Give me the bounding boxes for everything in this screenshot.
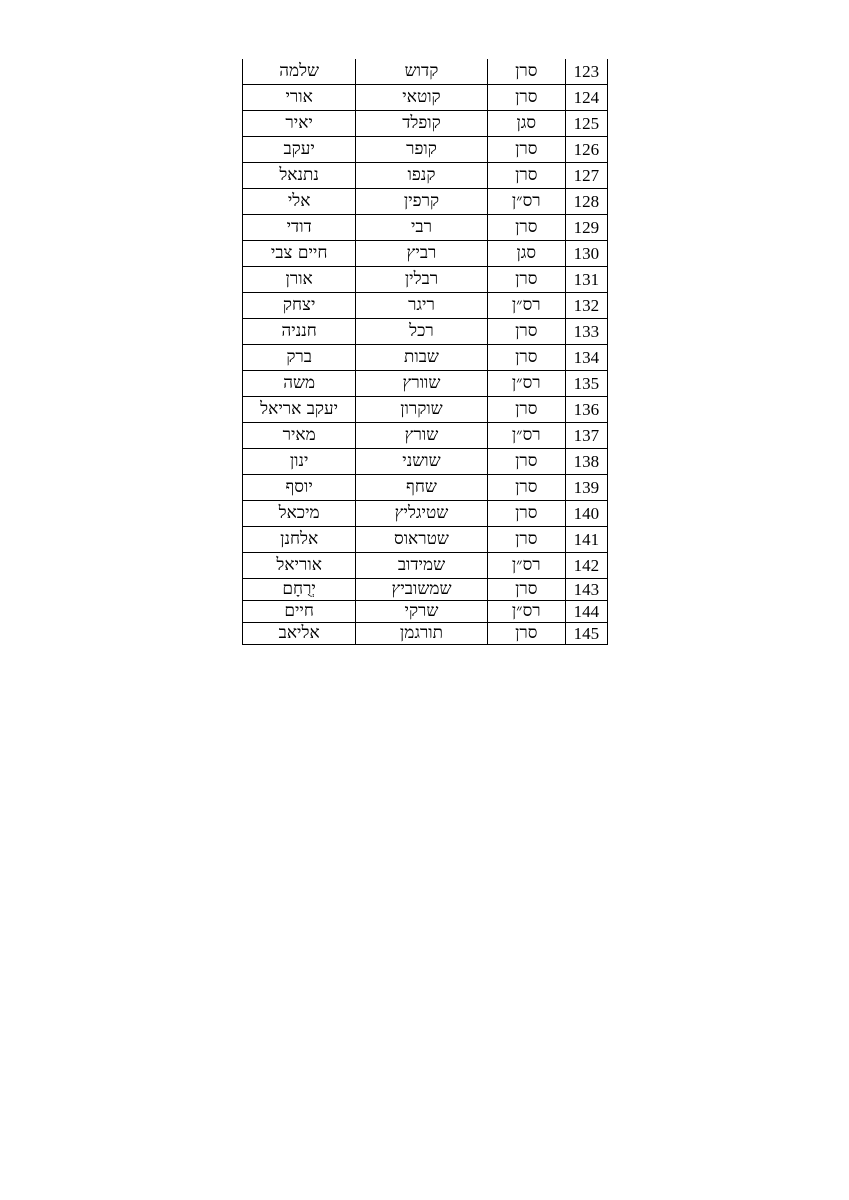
first-name-cell: ברק bbox=[243, 345, 356, 371]
rank-cell: סגן bbox=[487, 111, 565, 137]
table-row bbox=[243, 319, 608, 345]
roster-table bbox=[242, 59, 608, 645]
rank-cell: רס״ן bbox=[487, 189, 565, 215]
number-cell: 138 bbox=[565, 449, 607, 475]
rank-cell: רס״ן bbox=[487, 553, 565, 579]
table-row bbox=[243, 59, 608, 85]
number-cell: 137 bbox=[565, 423, 607, 449]
number-cell: 128 bbox=[565, 189, 607, 215]
last-name-cell: רבי bbox=[356, 215, 487, 241]
last-name-cell: שמשוביץ bbox=[356, 579, 487, 601]
first-name-cell: אורן bbox=[243, 267, 356, 293]
table-row bbox=[243, 137, 608, 163]
table-row bbox=[243, 345, 608, 371]
last-name-cell: שחף bbox=[356, 475, 487, 501]
rank-cell: סרן bbox=[487, 397, 565, 423]
first-name-cell: יוסף bbox=[243, 475, 356, 501]
number-cell: 133 bbox=[565, 319, 607, 345]
rank-cell: סרן bbox=[487, 579, 565, 601]
number-cell: 126 bbox=[565, 137, 607, 163]
first-name-cell: יעקב אריאל bbox=[243, 397, 356, 423]
first-name-cell: חיים bbox=[243, 601, 356, 623]
rank-cell: סרן bbox=[487, 501, 565, 527]
first-name-cell: אורי bbox=[243, 85, 356, 111]
rank-cell: סרן bbox=[487, 527, 565, 553]
last-name-cell: שוקרון bbox=[356, 397, 487, 423]
table-row bbox=[243, 623, 608, 645]
rank-cell: סרן bbox=[487, 137, 565, 163]
rank-cell: סרן bbox=[487, 345, 565, 371]
rank-cell: סרן bbox=[487, 449, 565, 475]
first-name-cell: חיים צבי bbox=[243, 241, 356, 267]
table-row bbox=[243, 241, 608, 267]
table-row bbox=[243, 475, 608, 501]
table-row bbox=[243, 579, 608, 601]
rank-cell: סגן bbox=[487, 241, 565, 267]
rank-cell: סרן bbox=[487, 475, 565, 501]
rank-cell: רס״ן bbox=[487, 293, 565, 319]
number-cell: 123 bbox=[565, 59, 607, 85]
number-cell: 139 bbox=[565, 475, 607, 501]
first-name-cell: אלחנן bbox=[243, 527, 356, 553]
number-cell: 127 bbox=[565, 163, 607, 189]
last-name-cell: שטיגליץ bbox=[356, 501, 487, 527]
rank-cell: רס״ן bbox=[487, 423, 565, 449]
first-name-cell: אליאב bbox=[243, 623, 356, 645]
last-name-cell: קופר bbox=[356, 137, 487, 163]
rank-cell: סרן bbox=[487, 163, 565, 189]
table-row bbox=[243, 423, 608, 449]
number-cell: 140 bbox=[565, 501, 607, 527]
number-cell: 131 bbox=[565, 267, 607, 293]
number-cell: 125 bbox=[565, 111, 607, 137]
last-name-cell: שוורץ bbox=[356, 371, 487, 397]
rank-cell: סרן bbox=[487, 319, 565, 345]
table-row bbox=[243, 501, 608, 527]
rank-cell: רס״ן bbox=[487, 601, 565, 623]
rank-cell: סרן bbox=[487, 59, 565, 85]
first-name-cell: דודי bbox=[243, 215, 356, 241]
table-row bbox=[243, 553, 608, 579]
last-name-cell: קדוש bbox=[356, 59, 487, 85]
first-name-cell: יצחק bbox=[243, 293, 356, 319]
rank-cell: רס״ן bbox=[487, 371, 565, 397]
table-row bbox=[243, 215, 608, 241]
table-row bbox=[243, 397, 608, 423]
table-row bbox=[243, 601, 608, 623]
table-row bbox=[243, 527, 608, 553]
first-name-cell: יאיר bbox=[243, 111, 356, 137]
number-cell: 143 bbox=[565, 579, 607, 601]
table-row bbox=[243, 189, 608, 215]
first-name-cell: משה bbox=[243, 371, 356, 397]
table-row bbox=[243, 267, 608, 293]
number-cell: 130 bbox=[565, 241, 607, 267]
last-name-cell: קופלד bbox=[356, 111, 487, 137]
last-name-cell: רכל bbox=[356, 319, 487, 345]
rank-cell: סרן bbox=[487, 215, 565, 241]
table-row bbox=[243, 85, 608, 111]
number-cell: 132 bbox=[565, 293, 607, 319]
first-name-cell: יעקב bbox=[243, 137, 356, 163]
rank-cell: סרן bbox=[487, 85, 565, 111]
last-name-cell: קוטאי bbox=[356, 85, 487, 111]
last-name-cell: שבות bbox=[356, 345, 487, 371]
last-name-cell: קרפין bbox=[356, 189, 487, 215]
table-row bbox=[243, 293, 608, 319]
number-cell: 134 bbox=[565, 345, 607, 371]
number-cell: 124 bbox=[565, 85, 607, 111]
first-name-cell: מאיר bbox=[243, 423, 356, 449]
first-name-cell: אוריאל bbox=[243, 553, 356, 579]
first-name-cell: נתנאל bbox=[243, 163, 356, 189]
rank-cell: סרן bbox=[487, 623, 565, 645]
number-cell: 135 bbox=[565, 371, 607, 397]
last-name-cell: שמידוב bbox=[356, 553, 487, 579]
last-name-cell: רבלין bbox=[356, 267, 487, 293]
number-cell: 136 bbox=[565, 397, 607, 423]
number-cell: 142 bbox=[565, 553, 607, 579]
last-name-cell: שושני bbox=[356, 449, 487, 475]
first-name-cell: שלמה bbox=[243, 59, 356, 85]
first-name-cell: חנניה bbox=[243, 319, 356, 345]
last-name-cell: ריגר bbox=[356, 293, 487, 319]
last-name-cell: קנפו bbox=[356, 163, 487, 189]
last-name-cell: שורץ bbox=[356, 423, 487, 449]
number-cell: 144 bbox=[565, 601, 607, 623]
last-name-cell: רביץ bbox=[356, 241, 487, 267]
rank-cell: סרן bbox=[487, 267, 565, 293]
first-name-cell: אלי bbox=[243, 189, 356, 215]
table-row bbox=[243, 163, 608, 189]
table-row bbox=[243, 111, 608, 137]
last-name-cell: שרקי bbox=[356, 601, 487, 623]
first-name-cell: מיכאל bbox=[243, 501, 356, 527]
number-cell: 129 bbox=[565, 215, 607, 241]
first-name-cell: יְרֻחָם bbox=[243, 579, 356, 601]
table-row bbox=[243, 371, 608, 397]
table-row bbox=[243, 449, 608, 475]
number-cell: 141 bbox=[565, 527, 607, 553]
last-name-cell: תורגמן bbox=[356, 623, 487, 645]
number-cell: 145 bbox=[565, 623, 607, 645]
last-name-cell: שטראוס bbox=[356, 527, 487, 553]
first-name-cell: ינון bbox=[243, 449, 356, 475]
